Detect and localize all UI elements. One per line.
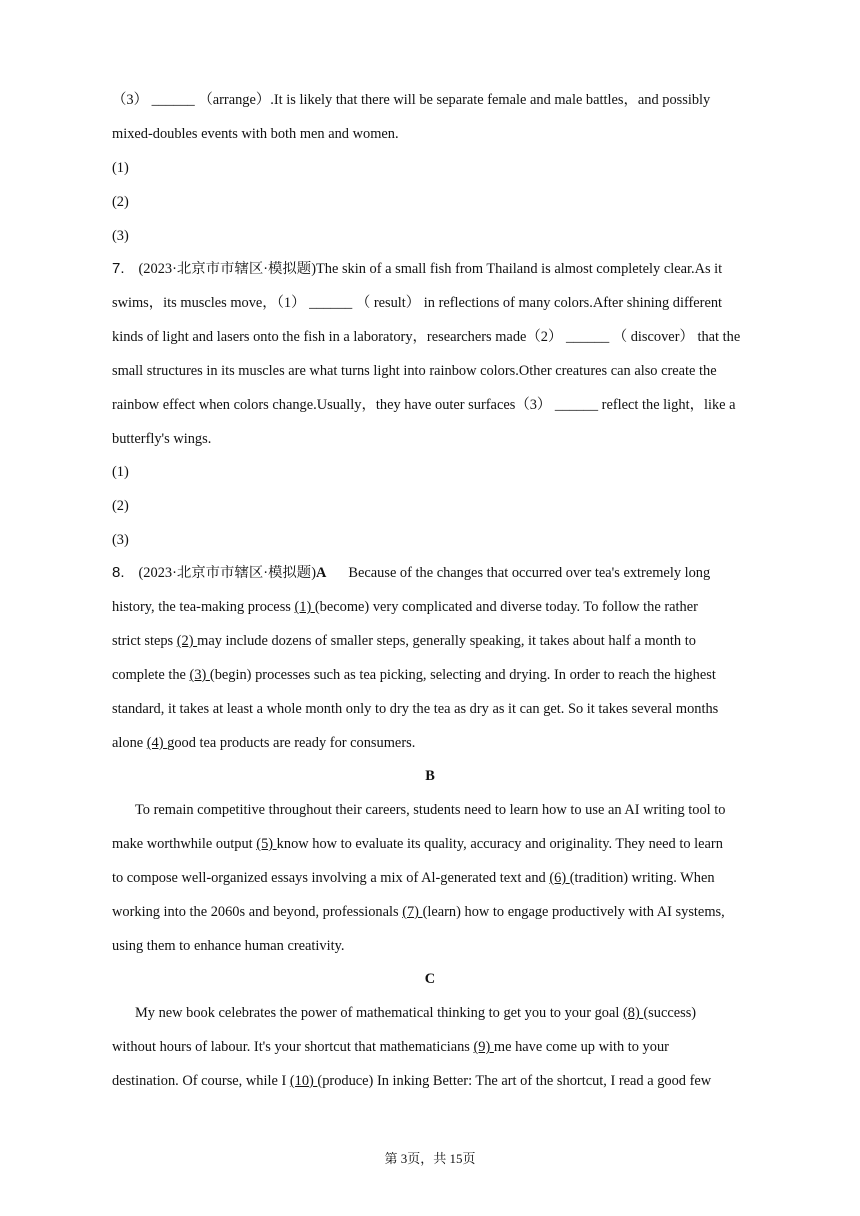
q8-text-1: Because of the changes that occurred over tea's extremely long — [348, 565, 711, 581]
q6-line-2: mixed-doubles events with both men and women. — [112, 126, 399, 142]
q7-answer-2: (2) — [112, 498, 129, 514]
text-segment: My new book celebrates the power of mathematical thinking to get you to your goal — [135, 1005, 623, 1021]
text-segment: (produce) In inking Better: The art of the shortcut, I read a good few — [317, 1073, 712, 1089]
blank-7: (7) — [402, 904, 423, 920]
q8-line-3 — [112, 631, 780, 651]
section-b-label: B — [425, 768, 435, 784]
blank-3: (3) — [189, 667, 210, 683]
q6-answer-3: (3) — [112, 228, 129, 244]
question-number: 7. — [112, 260, 125, 277]
q6-line-1: （3） ______ （arrange）.It is likely that there will be separate female and male battles，and possibly — [112, 92, 711, 108]
blank-5: (5) — [256, 836, 277, 852]
q7-line-6: butterfly's wings. — [112, 431, 212, 447]
b-line-3 — [112, 868, 780, 888]
text-segment: to compose well-organized essays involving a mix of Al-generated text and — [112, 870, 550, 886]
q8-line-4 — [112, 665, 780, 685]
text-segment: me have come up with to your — [493, 1039, 669, 1055]
b-line-1: To remain competitive throughout their careers, students need to learn how to use an AI writing tool to — [135, 802, 726, 818]
text-segment: (become) very complicated and diverse today. To follow the rather — [314, 599, 698, 615]
blank-8: (8) — [622, 1005, 644, 1021]
text-segment: without hours of labour. It's your shortcut that mathematicians — [112, 1039, 474, 1055]
c-line-3 — [112, 1071, 780, 1091]
c-line-2 — [112, 1037, 780, 1057]
q8-line-5: standard, it takes at least a whole month only to dry the tea as dry as it can get. So it takes several months — [112, 701, 719, 717]
blank-6: (6) — [549, 870, 570, 886]
q8-line-2 — [112, 597, 780, 617]
page-footer: 第 3页，共 15页 — [384, 1151, 476, 1166]
text-segment: working into the 2060s and beyond, professionals — [112, 904, 403, 920]
q7-line-4: small structures in its muscles are what turns light into rainbow colors.Other creatures can also create the — [112, 363, 717, 379]
q7-text-1: (2023·北京市市辖区·模拟题)The skin of a small fish from Thailand is almost completely clear.As it — [138, 261, 723, 277]
text-segment: (tradition) writing. When — [569, 870, 715, 886]
text-segment: destination. Of course, while I — [112, 1073, 290, 1089]
b-line-5: using them to enhance human creativity. — [112, 938, 345, 954]
q7-line-5: rainbow effect when colors change.Usually，they have outer surfaces（3） ______ reflect the light，like a — [112, 397, 736, 413]
blank-10: (10) — [289, 1073, 318, 1089]
text-segment: may include dozens of smaller steps, generally speaking, it takes about half a month to — [197, 633, 696, 649]
section-a-label: A — [315, 565, 327, 581]
text-segment: (success) — [643, 1005, 697, 1021]
text-segment: strict steps — [112, 633, 177, 649]
q7-line-3: kinds of light and lasers onto the fish in a laboratory，researchers made（2） ______ （ discover） that the — [112, 329, 741, 345]
text-segment: complete the — [112, 667, 190, 683]
text-segment: good tea products are ready for consumers. — [167, 735, 416, 751]
blank-2: (2) — [176, 633, 198, 649]
q7-line-1 — [112, 259, 780, 279]
q7-line-2: swims，its muscles move，（1） ______ （ result） in reflections of many colors.After shining different — [112, 295, 723, 311]
q6-answer-1: (1) — [112, 160, 129, 176]
q6-answer-2: (2) — [112, 194, 129, 210]
text-segment: know how to evaluate its quality, accuracy and originality. They need to learn — [276, 836, 723, 852]
text-segment: alone — [112, 735, 147, 751]
q7-answer-3: (3) — [112, 532, 129, 548]
blank-9: (9) — [473, 1039, 494, 1055]
text-segment: (begin) processes such as tea picking, selecting and drying. In order to reach the highest — [209, 667, 716, 683]
text-segment: make worthwhile output — [112, 836, 257, 852]
text-segment: history, the tea-making process — [112, 599, 295, 615]
q8-source: (2023·北京市市辖区·模拟题) — [138, 565, 316, 581]
q8-line-1 — [112, 563, 780, 583]
question-number: 8. — [112, 564, 125, 581]
q8-line-6 — [112, 733, 780, 753]
text-segment: (learn) how to engage productively with AI systems, — [422, 904, 725, 920]
q7-answer-1: (1) — [112, 464, 129, 480]
blank-4: (4) — [146, 735, 168, 751]
b-line-4 — [112, 902, 780, 922]
c-line-1 — [135, 1003, 780, 1023]
section-c-label: C — [424, 971, 436, 987]
b-line-2 — [112, 834, 780, 854]
blank-1: (1) — [294, 599, 315, 615]
